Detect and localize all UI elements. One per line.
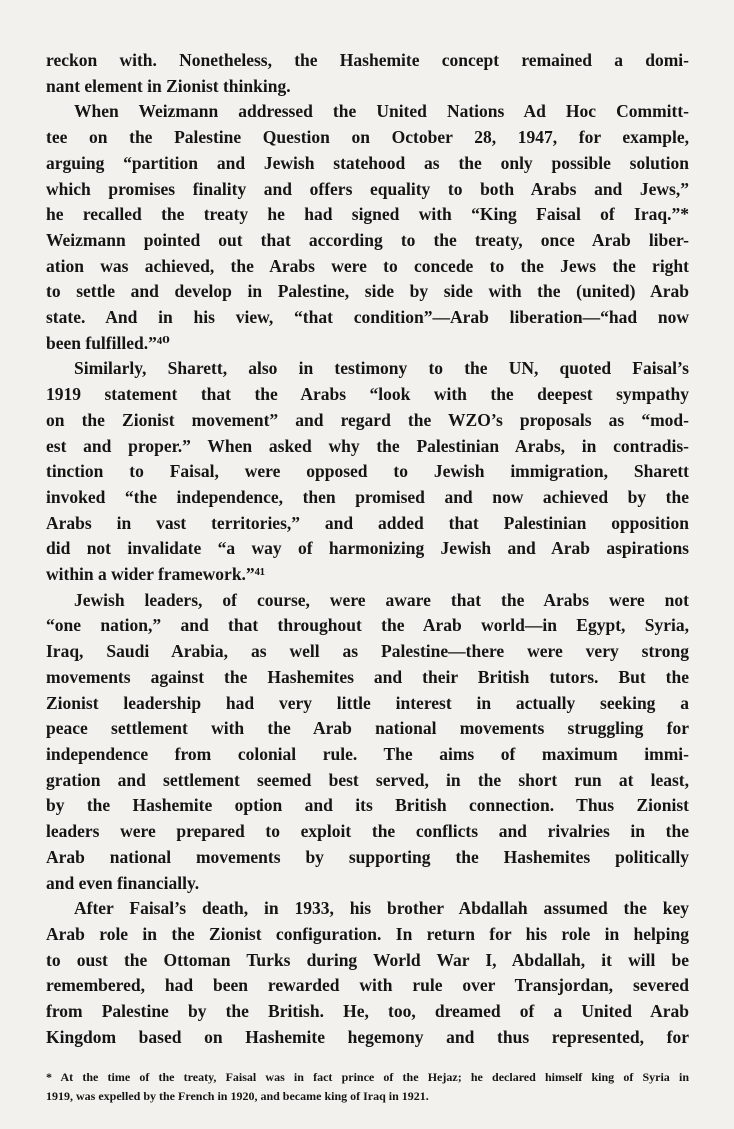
page-text [46,48,689,1050]
text-line: within a wider framework.”⁴¹ [46,564,266,585]
text-line: tee on the Palestine Question on October 28, 1947, for example, [46,127,689,148]
text-line: When Weizmann addressed the United Nations Ad Hoc Committ- [74,101,689,122]
paragraph [46,48,689,99]
text-line: Zionist leadership had very little interest in actually seeking a [46,692,689,713]
text-line: tinction to Faisal, were opposed to Jewish immigration, Sharett [46,461,689,482]
text-line: Kingdom based on Hashemite hegemony and thus represented, for [46,1026,689,1047]
text-line: gration and settlement seemed best served, in the short run at least, [46,769,689,790]
text-line: arguing “partition and Jewish statehood as the only possible solution [46,152,689,173]
text-line: leaders were prepared to exploit the conflicts and rivalries in the [46,821,689,842]
text-line: Arab national movements by supporting the Hashemites politically [46,846,689,867]
paragraph [46,356,689,587]
text-line: which promises finality and offers equality to both Arabs and Jews,” [46,178,689,199]
text-line: 1919 statement that the Arabs “look with the deepest sympathy [46,384,689,405]
text-line: reckon with. Nonetheless, the Hashemite concept remained a domi- [46,50,689,70]
text-line: state. And in his view, “that condition”—Arab liberation—“had now [46,307,689,328]
text-line: he recalled the treaty he had signed with “King Faisal of Iraq.”* [46,204,689,225]
text-line: Arab role in the Zionist configuration. In return for his role in helping [46,923,689,944]
text-line: est and proper.” When asked why the Palestinian Arabs, in contradis- [46,435,689,456]
text-line: independence from colonial rule. The aims of maximum immi- [46,743,689,764]
text-line: Iraq, Saudi Arabia, as well as Palestine—there were very strong [46,641,689,662]
text-line: to settle and develop in Palestine, side by side with the (united) Arab [46,281,689,302]
text-line: Similarly, Sharett, also in testimony to the UN, quoted Faisal’s [74,358,689,379]
text-line: ation was achieved, the Arabs were to concede to the Jews the right [46,255,689,276]
text-line: from Palestine by the British. He, too, dreamed of a United Arab [46,1001,689,1022]
footnote-line: 1919, was expelled by the French in 1920, and became king of Iraq in 1921. [46,1089,429,1104]
text-line: and even financially. [46,872,200,893]
text-line: did not invalidate “a way of harmonizing Jewish and Arab aspirations [46,538,689,559]
paragraph [46,588,689,896]
text-line: movements against the Hashemites and their British tutors. But the [46,666,689,687]
paragraph [46,99,689,356]
text-line: on the Zionist movement” and regard the WZO’s proposals as “mod- [46,409,689,430]
text-line: Weizmann pointed out that according to the treaty, once Arab liber- [46,229,689,250]
text-line: peace settlement with the Arab national movements struggling for [46,718,689,739]
text-line: After Faisal’s death, in 1933, his brother Abdallah assumed the key [74,898,689,919]
footnote-line: * At the time of the treaty, Faisal was in fact prince of the Hejaz; he declared himself king of Syria in [46,1070,689,1085]
footnote [46,1068,689,1106]
paragraph [46,896,689,1050]
text-line: to oust the Ottoman Turks during World War I, Abdallah, it will be [46,949,689,970]
text-line: nant element in Zionist thinking. [46,75,291,96]
text-line: remembered, had been rewarded with rule over Transjordan, severed [46,975,689,996]
text-line: “one nation,” and that throughout the Arab world—in Egypt, Syria, [46,615,689,636]
text-line: Arabs in vast territories,” and added that Palestinian opposition [46,512,689,533]
text-line: by the Hashemite option and its British connection. Thus Zionist [46,795,689,816]
text-line: invoked “the independence, then promised and now achieved by the [46,486,689,507]
text-line: been fulfilled.”⁴⁰ [46,332,170,353]
text-line: Jewish leaders, of course, were aware that the Arabs were not [74,589,689,610]
